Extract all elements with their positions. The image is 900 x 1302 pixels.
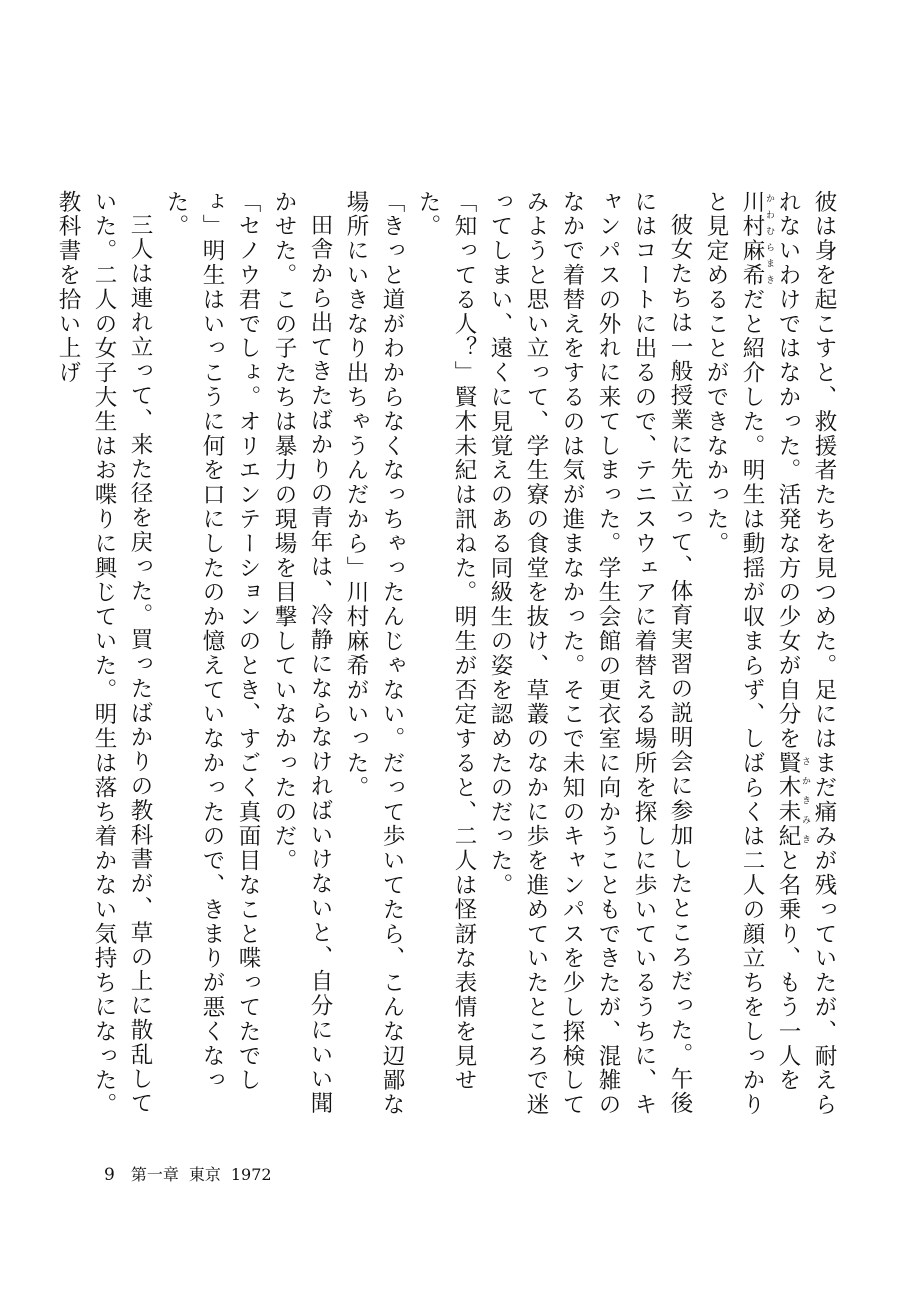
paragraph: 彼女たちは一般授業に先立って、体育実習の説明会に参加したところだった。午後にはコートに出るので、テニスウェアに着替える場所を探しに歩いているうちに、キャンパスの外れに来てしまった。学生会館の更衣室に向かうこともできたが、混雑のなかで着替えをするのは気が進まなかった。そこで未知のキャンパスを少し探検してみようと思い立って、学生寮の食堂を抜け、草叢のなかに歩を進めていたところで迷ってしまい、遠くに見覚えのある同級生の姿を認めたのだった。 <box>487 190 693 1118</box>
chapter-label: 第一章 <box>130 1165 179 1184</box>
page-number: 9 <box>104 1165 115 1185</box>
ruby-reading: かわむらまき <box>764 190 774 288</box>
paragraph: 田舎から出てきたばかりの青年は、冷静にならなければいけないと、自分にいい聞かせた。この子たちは暴力の現場を目撃していなかったのだ。 <box>271 190 333 1116</box>
place-label: 東京 <box>188 1165 221 1184</box>
ruby-base: 川村麻希 <box>739 190 765 288</box>
paragraph: 「知ってる人？」賢木未紀は訊ねた。明生が否定すると、二人は怪訝な表情を見せた。 <box>415 190 477 1093</box>
paragraph <box>698 190 842 1130</box>
paragraph: 三人は連れ立って、来た径を戻った。買ったばかりの教科書が、草の上に散乱していた。二人の女子大生はお喋りに興じていた。明生は落ち着かない気持ちになった。教科書を拾い上げ <box>55 190 153 1118</box>
paragraph-text: だと紹介した。明生は動揺が収まらず、しばらくは二人の顔立ちをしっかりと見定めることができなかった。 <box>703 190 765 1118</box>
vertical-text-body <box>52 190 842 1130</box>
ruby-base: 賢木未紀 <box>775 751 801 849</box>
ruby-kawamura-maki <box>739 190 774 288</box>
page-footer <box>104 1162 272 1185</box>
paragraph: 「きっと道がわからなくなっちゃったんじゃない。だって歩いてたら、こんな辺鄙な場所にいきなり出ちゃうんだから」川村麻希がいった。 <box>343 190 405 1118</box>
paragraph-text: と名乗り、もう一人を <box>775 848 801 1093</box>
paragraph-text: 彼は身を起こすと、救援者たちを見つめた。足にはまだ痛みが残っていたが、耐えられないわけではなかった。活発な方の少女が自分を <box>775 190 837 1118</box>
paragraph: 「セノウ君でしょ。オリエンテーションのとき、すごく真面目なこと喋ってたでしょ」明生はいっこうに何を口にしたのか憶えていなかったので、きまりが悪くなった。 <box>163 190 261 1093</box>
ruby-sakaki-miki <box>775 751 810 849</box>
ruby-reading: さかきみき <box>800 751 810 849</box>
year-label: 1972 <box>230 1165 272 1184</box>
